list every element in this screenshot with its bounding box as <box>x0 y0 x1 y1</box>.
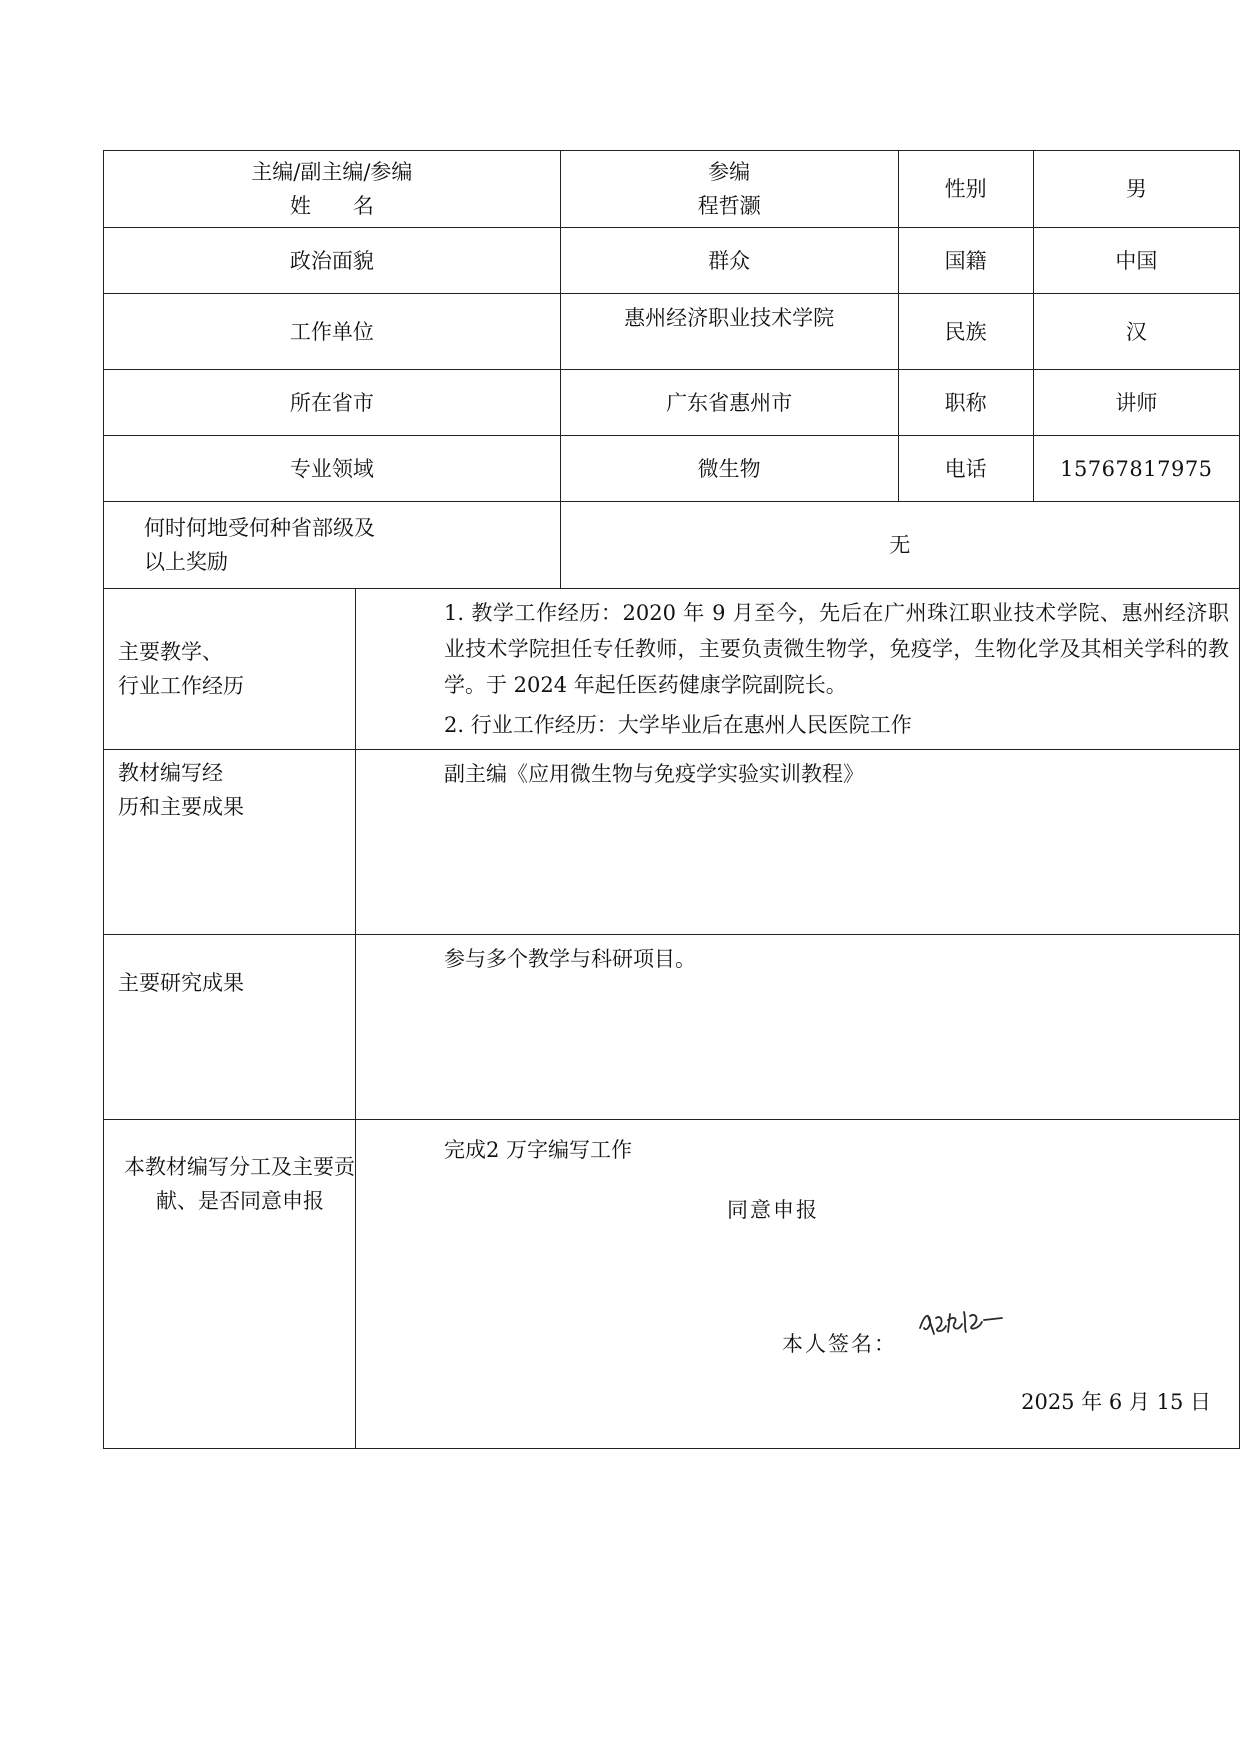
textbook-label-line2: 历和主要成果 <box>118 795 244 819</box>
row-research <box>104 935 1240 1120</box>
contribution-label-line1: 本教材编写分工及主要贡 <box>124 1155 355 1179</box>
awards-value: 无 <box>560 502 1239 589</box>
research-value: 参与多个教学与科研项目。 <box>356 935 1240 1120</box>
ethnicity-label: 民族 <box>898 294 1033 370</box>
nationality-value: 中国 <box>1033 228 1239 294</box>
editor-role-value: 参编 <box>708 160 751 184</box>
row-contribution <box>104 1120 1240 1449</box>
row-field <box>104 436 1240 502</box>
row-experience <box>104 589 1240 750</box>
nationality-label: 国籍 <box>898 228 1033 294</box>
editor-role-label: 主编/副主编/参编 <box>251 160 413 184</box>
name-value-cell <box>560 151 898 228</box>
contribution-body <box>432 1120 1239 1448</box>
signature-date: 2025 年 6 月 15 日 <box>1021 1390 1211 1414</box>
field-value: 微生物 <box>560 436 898 502</box>
row-awards <box>104 502 1240 589</box>
title-value: 讲师 <box>1033 370 1239 436</box>
row-political <box>104 228 1240 294</box>
industry-experience-paragraph: 2. 行业工作经历：大学毕业后在惠州人民医院工作 <box>444 713 912 737</box>
field-label: 专业领域 <box>104 436 561 502</box>
employer-value: 惠州经济职业技术学院 <box>560 294 898 370</box>
teaching-experience-paragraph: 1. 教学工作经历：2020 年 9 月至今，先后在广州珠江职业技术学院、惠州经济职业技术学院担任专任教师，主要负责微生物学，免疫学，生物化学及其相关学科的教学。于 2024 年起任医药健康学院副院长。 <box>444 601 1229 697</box>
textbook-label-line1: 教材编写经 <box>118 761 223 785</box>
phone-label: 电话 <box>898 436 1033 502</box>
experience-value-cell <box>356 589 1240 750</box>
contribution-label-line2: 献、是否同意申报 <box>156 1189 324 1213</box>
name-label: 姓 名 <box>289 194 374 218</box>
gender-label: 性别 <box>898 151 1033 228</box>
row-textbook <box>104 750 1240 935</box>
work-description: 完成2 万字编写工作 <box>444 1138 633 1162</box>
awards-label-line1: 何时何地受何种省部级及 <box>144 516 375 540</box>
province-value: 广东省惠州市 <box>560 370 898 436</box>
contribution-value-cell <box>356 1120 1240 1449</box>
ethnicity-value: 汉 <box>1033 294 1239 370</box>
agree-statement: 同意申报 <box>727 1198 819 1222</box>
name-value: 程哲灏 <box>697 194 761 218</box>
name-label-cell <box>104 151 561 228</box>
province-label: 所在省市 <box>104 370 561 436</box>
row-employer <box>104 294 1240 370</box>
political-label: 政治面貌 <box>104 228 561 294</box>
application-form-table <box>103 150 1240 1449</box>
experience-label-line1: 主要教学、 <box>118 640 223 664</box>
political-value: 群众 <box>560 228 898 294</box>
textbook-value: 副主编《应用微生物与免疫学实验实训教程》 <box>356 750 1240 935</box>
signature-scribble-icon <box>914 1298 1010 1346</box>
employer-label: 工作单位 <box>104 294 561 370</box>
row-province <box>104 370 1240 436</box>
experience-label-cell <box>104 589 356 750</box>
gender-value: 男 <box>1033 151 1239 228</box>
signature-label: 本人签名： <box>782 1332 897 1356</box>
research-label: 主要研究成果 <box>104 935 356 1120</box>
textbook-label-cell <box>104 750 356 935</box>
row-name <box>104 151 1240 228</box>
contribution-label-cell <box>104 1120 356 1449</box>
experience-label-line2: 行业工作经历 <box>118 674 244 698</box>
phone-value: 15767817975 <box>1033 436 1239 502</box>
handwritten-signature <box>914 1298 1010 1357</box>
awards-label-cell <box>104 502 561 589</box>
awards-label-line2: 以上奖励 <box>144 550 228 574</box>
title-label: 职称 <box>898 370 1033 436</box>
